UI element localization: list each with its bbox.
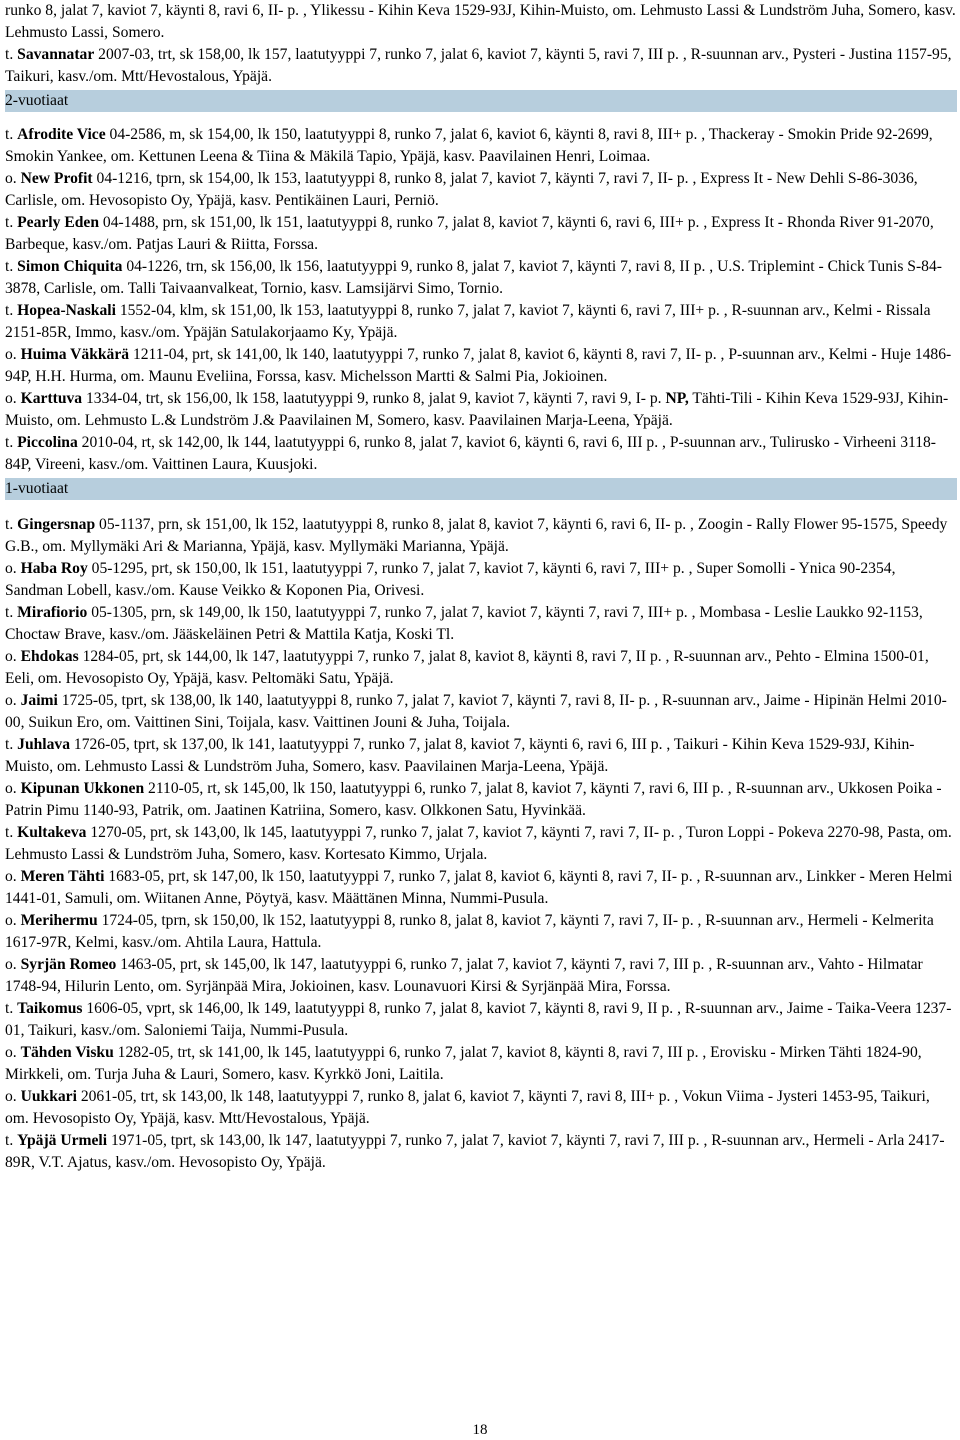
entry-text: 05-1295, prt, sk 150,00, lk 151, laatutyyppi 7, runko 7, jalat 7, kaviot 7, käynti 6, ravi 7, III+ p. , Super Somolli - Ynica 90-2354, Sandman Lobell, kasv./om. Kause Veikko & Koponen Pia, Orivesi. — [5, 560, 896, 599]
entry-paragraph — [5, 388, 957, 432]
entry-prefix: o. — [5, 560, 21, 577]
entry-paragraph — [5, 1086, 957, 1130]
entry-text: 1211-04, prt, sk 141,00, lk 140, laatutyyppi 7, runko 7, jalat 8, kaviot 6, käynti 8, ravi 7, II- p. , P-suunnan arv., Kelmi - Huje 1486-94P, H.H. Hurma, om. Maunu Eveliina, Forssa, kasv. Michelsson Martti & Salmi Pia, Jokioinen. — [5, 346, 952, 385]
entry-text: 1683-05, prt, sk 147,00, lk 150, laatutyyppi 7, runko 7, jalat 8, kaviot 6, käynti 8, ravi 7, II- p. , R-suunnan arv., Linkker - Meren Helmi 1441-01, Samuli, om. Wiitanen Anne, Pöytyä, kasv. Määttänen Minna, Nummi-Pusula. — [5, 868, 953, 907]
horse-name: Taikomus — [17, 1000, 83, 1017]
entry-paragraph — [5, 300, 957, 344]
entry-prefix: o. — [5, 868, 21, 885]
entry-text: 2061-05, trt, sk 143,00, lk 148, laatutyyppi 7, runko 8, jalat 6, kaviot 7, käynti 7, ravi 8, III+ p. , Vokun Viima - Jysteri 1453-95, Taikuri, om. Hevosopisto Oy, Ypäjä, kasv. Mtt/Hevostalous, Ypäjä. — [5, 1088, 930, 1127]
horse-name: Mirafiorio — [17, 604, 88, 621]
entry-paragraph — [5, 1042, 957, 1086]
entry-prefix: t. — [5, 46, 18, 63]
entry-text: 2010-04, rt, sk 142,00, lk 144, laatutyyppi 6, runko 8, jalat 7, kaviot 6, käynti 6, ravi 6, III p. , P-suunnan arv., Tulirusko - Virheeni 3118-84P, Vireeni, kasv./om. Vaittinen Laura, Kuusjoki. — [5, 434, 936, 473]
horse-name: Kipunan Ukkonen — [20, 780, 145, 797]
entry-prefix: t. — [5, 736, 18, 753]
entry-prefix: t. — [5, 1000, 18, 1017]
section-heading-1-vuotiaat: 1-vuotiaat — [5, 478, 957, 500]
horse-name: Haba Roy — [20, 560, 88, 577]
horse-name: Karttuva — [20, 390, 83, 407]
horse-name: Pearly Eden — [17, 214, 100, 231]
entry-text: 1725-05, tprt, sk 138,00, lk 140, laatutyyppi 8, runko 7, jalat 7, kaviot 7, käynti 7, ravi 8, II- p. , R-suunnan arv., Jaime - Hipinän Helmi 2010-00, Suikun Ero, om. Vaittinen Sini, Toijala, kasv. Vaittinen Jouni & Juha, Toijala. — [5, 692, 947, 731]
entry-prefix: t. — [5, 214, 18, 231]
entry-paragraph — [5, 344, 957, 388]
top-paragraphs — [5, 0, 957, 88]
entry-text: 04-2586, m, sk 154,00, lk 150, laatutyyppi 8, runko 7, jalat 6, kaviot 6, käynti 8, ravi 8, III+ p. , Thackeray - Smokin Pride 92-2699, Smokin Yankee, om. Kettunen Leena & Tiina & Mäkilä Tapio, Ypäjä, kasv. Paavilainen Henri, Loimaa. — [5, 126, 933, 165]
entry-text: 1463-05, prt, sk 145,00, lk 147, laatutyyppi 6, runko 7, jalat 7, kaviot 7, käynti 7, ravi 7, III p. , R-suunnan arv., Vahto - Hilmatar 1748-94, Hilurin Lento, om. Syrjänpää Mira, Jokioinen, kasv. Lounavuori Kirsi & Syrjänpää Mira, Forssa. — [5, 956, 923, 995]
entry-text: 1284-05, prt, sk 144,00, lk 147, laatutyyppi 7, runko 7, jalat 8, kaviot 8, käynti 8, ravi 7, II p. , R-suunnan arv., Pehto - Elmina 1500-01, Eeli, om. Hevosopisto Oy, Ypäjä, kasv. Peltomäki Satu, Ypäjä. — [5, 648, 929, 687]
horse-name: Kultakeva — [17, 824, 87, 841]
entry-paragraph — [5, 256, 957, 300]
entry-bold-note: NP, — [665, 390, 689, 407]
entry-prefix: o. — [5, 912, 21, 929]
entry-text: 1971-05, tprt, sk 143,00, lk 147, laatutyyppi 7, runko 7, jalat 7, kaviot 7, käynti 7, ravi 7, III p. , R-suunnan arv., Hermeli - Arla 2417-89R, V.T. Ajatus, kasv./om. Hevosopisto Oy, Ypäjä. — [5, 1132, 945, 1171]
entry-text: runko 8, jalat 7, kaviot 7, käynti 8, ravi 6, II- p. , Ylikessu - Kihin Keva 1529-93J, Kihin-Muisto, om. Lehmusto Lassi & Lundström Juha, Somero, kasv. Lehmusto Lassi, Somero. — [5, 2, 956, 41]
entry-prefix: o. — [5, 170, 21, 187]
entry-paragraph — [5, 212, 957, 256]
entry-paragraph — [5, 168, 957, 212]
entry-prefix: o. — [5, 648, 21, 665]
horse-name: Hopea-Naskali — [17, 302, 116, 319]
entry-text: 1282-05, trt, sk 141,00, lk 145, laatutyyppi 6, runko 7, jalat 7, kaviot 8, käynti 8, ravi 7, III p. , Erovisku - Mirken Tähti 1824-90, Mirkkeli, om. Turja Juha & Lauri, Somero, kasv. Kyrkkö Joni, Laitila. — [5, 1044, 922, 1083]
entry-paragraph — [5, 0, 957, 44]
entry-paragraph — [5, 998, 957, 1042]
horse-name: Uukkari — [20, 1088, 77, 1105]
entry-paragraph — [5, 866, 957, 910]
entry-paragraph — [5, 646, 957, 690]
document-body — [5, 0, 957, 1174]
entry-paragraph — [5, 910, 957, 954]
entry-prefix: o. — [5, 346, 21, 363]
horse-name: Merihermu — [20, 912, 98, 929]
horse-name: Savannatar — [17, 46, 95, 63]
horse-name: Ypäjä Urmeli — [17, 1132, 108, 1149]
entry-prefix: t. — [5, 1132, 18, 1149]
entry-prefix: t. — [5, 302, 18, 319]
entry-text: 1270-05, prt, sk 143,00, lk 145, laatutyyppi 7, runko 7, jalat 7, kaviot 7, käynti 7, ravi 7, II- p. , Turon Loppi - Pokeva 2270-98, Pasta, om. Lehmusto Lassi & Lundström Juha, Somero, kasv. Kortesato Kimmo, Urjala. — [5, 824, 952, 863]
horse-name: Meren Tähti — [20, 868, 105, 885]
entry-paragraph — [5, 514, 957, 558]
entry-paragraph — [5, 690, 957, 734]
entry-text: 05-1137, prn, sk 151,00, lk 152, laatutyyppi 8, runko 8, jalat 8, kaviot 7, käynti 6, ravi 6, II- p. , Zoogin - Rally Flower 95-1575, Speedy G.B., om. Myllymäki Ari & Marianna, Ypäjä, kasv. Myllymäki Marianna, Ypäjä. — [5, 516, 948, 555]
horse-name: Huima Väkkärä — [20, 346, 130, 363]
horse-name: Afrodite Vice — [17, 126, 106, 143]
entry-prefix: t. — [5, 434, 18, 451]
horse-name: Ehdokas — [20, 648, 79, 665]
section-1-vuotiaat-list — [5, 514, 957, 1174]
entry-text: 05-1305, prn, sk 149,00, lk 150, laatutyyppi 7, runko 7, jalat 7, kaviot 7, käynti 7, ravi 7, III+ p. , Mombasa - Leslie Laukko 92-1153, Choctaw Brave, kasv./om. Jääskeläinen Petri & Mattila Katja, Koski Tl. — [5, 604, 923, 643]
horse-name: Juhlava — [17, 736, 71, 753]
section-2-vuotiaat-list — [5, 124, 957, 476]
horse-name: Syrjän Romeo — [20, 956, 117, 973]
entry-paragraph — [5, 1130, 957, 1174]
entry-paragraph — [5, 734, 957, 778]
entry-text: 1606-05, vprt, sk 146,00, lk 149, laatutyyppi 8, runko 7, jalat 8, kaviot 7, käynti 8, ravi 9, II p. , R-suunnan arv., Jaime - Taika-Veera 1237-01, Taikuri, kasv./om. Saloniemi Taija, Nummi-Pusula. — [5, 1000, 952, 1039]
entry-prefix: t. — [5, 824, 18, 841]
entry-prefix: t. — [5, 258, 18, 275]
entry-text: 1724-05, tprn, sk 150,00, lk 152, laatutyyppi 8, runko 8, jalat 8, kaviot 7, käynti 7, ravi 7, II- p. , R-suunnan arv., Hermeli - Kelmerita 1617-97R, Kelmi, kasv./om. Ahtila Laura, Hattula. — [5, 912, 934, 951]
entry-text: 1726-05, tprt, sk 137,00, lk 141, laatutyyppi 7, runko 7, jalat 8, kaviot 7, käynti 6, ravi 6, III p. , Taikuri - Kihin Keva 1529-93J, Kihin-Muisto, om. Lehmusto Lassi & Lundström Juha, Somero, kasv. Paavilainen Marja-Leena, Ypäjä. — [5, 736, 915, 775]
entry-text: 1552-04, klm, sk 151,00, lk 153, laatutyyppi 8, runko 7, jalat 7, kaviot 7, käynti 6, ravi 7, III+ p. , R-suunnan arv., Kelmi - Rissala 2151-85R, Immo, kasv./om. Ypäjän Satulakorjaamo Ky, Ypäjä. — [5, 302, 931, 341]
entry-text: 04-1488, prn, sk 151,00, lk 151, laatutyyppi 8, runko 7, jalat 8, kaviot 7, käynti 6, ravi 6, III+ p. , Express It - Rhonda River 91-2070, Barbeque, kasv./om. Patjas Lauri & Riitta, Forssa. — [5, 214, 934, 253]
entry-prefix: o. — [5, 1044, 21, 1061]
section-heading-2-vuotiaat: 2-vuotiaat — [5, 90, 957, 112]
entry-paragraph — [5, 124, 957, 168]
entry-prefix: o. — [5, 956, 21, 973]
entry-text: 2007-03, trt, sk 158,00, lk 157, laatutyyppi 7, runko 7, jalat 6, kaviot 7, käynti 5, ravi 7, III p. , R-suunnan arv., Pysteri - Justina 1157-95, Taikuri, kasv./om. Mtt/Hevostalous, Ypäjä. — [5, 46, 952, 85]
page-number: 18 — [472, 1422, 488, 1438]
entry-paragraph — [5, 44, 957, 88]
entry-paragraph — [5, 558, 957, 602]
entry-text: 04-1226, trn, sk 156,00, lk 156, laatutyyppi 9, runko 8, jalat 7, kaviot 7, käynti 7, ravi 8, II p. , U.S. Triplemint - Chick Tunis S-84-3878, Carlisle, om. Talli Taivaanvalkeat, Tornio, kasv. Lamsijärvi Simo, Tornio. — [5, 258, 942, 297]
horse-name: Tähden Visku — [20, 1044, 114, 1061]
entry-text: 2110-05, rt, sk 145,00, lk 150, laatutyyppi 6, runko 7, jalat 8, kaviot 7, käynti 7, ravi 6, III p. , R-suunnan arv., Ukkosen Poika - Patrin Pimu 1140-93, Patrik, om. Jaatinen Katriina, Somero, kasv. Olkkonen Satu, Hyvinkää. — [5, 780, 942, 819]
horse-name: Simon Chiquita — [17, 258, 123, 275]
entry-text-continued: Tähti-Tili - Kihin Keva 1529-93J, Kihin-Muisto, om. Lehmusto L.& Lundström J.& Paavilainen M, Somero, kasv. Paavilainen Marja-Leena, Ypäjä. — [5, 390, 949, 429]
entry-paragraph — [5, 954, 957, 998]
entry-paragraph — [5, 822, 957, 866]
entry-prefix: o. — [5, 390, 21, 407]
horse-name: Jaimi — [20, 692, 58, 709]
entry-paragraph — [5, 778, 957, 822]
entry-paragraph — [5, 602, 957, 646]
entry-prefix: t. — [5, 604, 18, 621]
horse-name: New Profit — [20, 170, 93, 187]
horse-name: Gingersnap — [17, 516, 96, 533]
entry-prefix: t. — [5, 126, 18, 143]
entry-prefix: o. — [5, 1088, 21, 1105]
entry-prefix: o. — [5, 780, 21, 797]
entry-text: 1334-04, trt, sk 156,00, lk 158, laatutyyppi 9, runko 8, jalat 9, kaviot 7, käynti 7, ravi 9, I- p. — [82, 390, 666, 407]
entry-paragraph — [5, 432, 957, 476]
entry-text: 04-1216, tprn, sk 154,00, lk 153, laatutyyppi 8, runko 8, jalat 7, kaviot 7, käynti 7, ravi 7, II- p. , Express It - New Dehli S-86-3036, Carlisle, om. Hevosopisto Oy, Ypäjä, kasv. Pentikäinen Lauri, Perniö. — [5, 170, 918, 209]
horse-name: Piccolina — [17, 434, 78, 451]
entry-prefix: o. — [5, 692, 21, 709]
entry-prefix: t. — [5, 516, 18, 533]
